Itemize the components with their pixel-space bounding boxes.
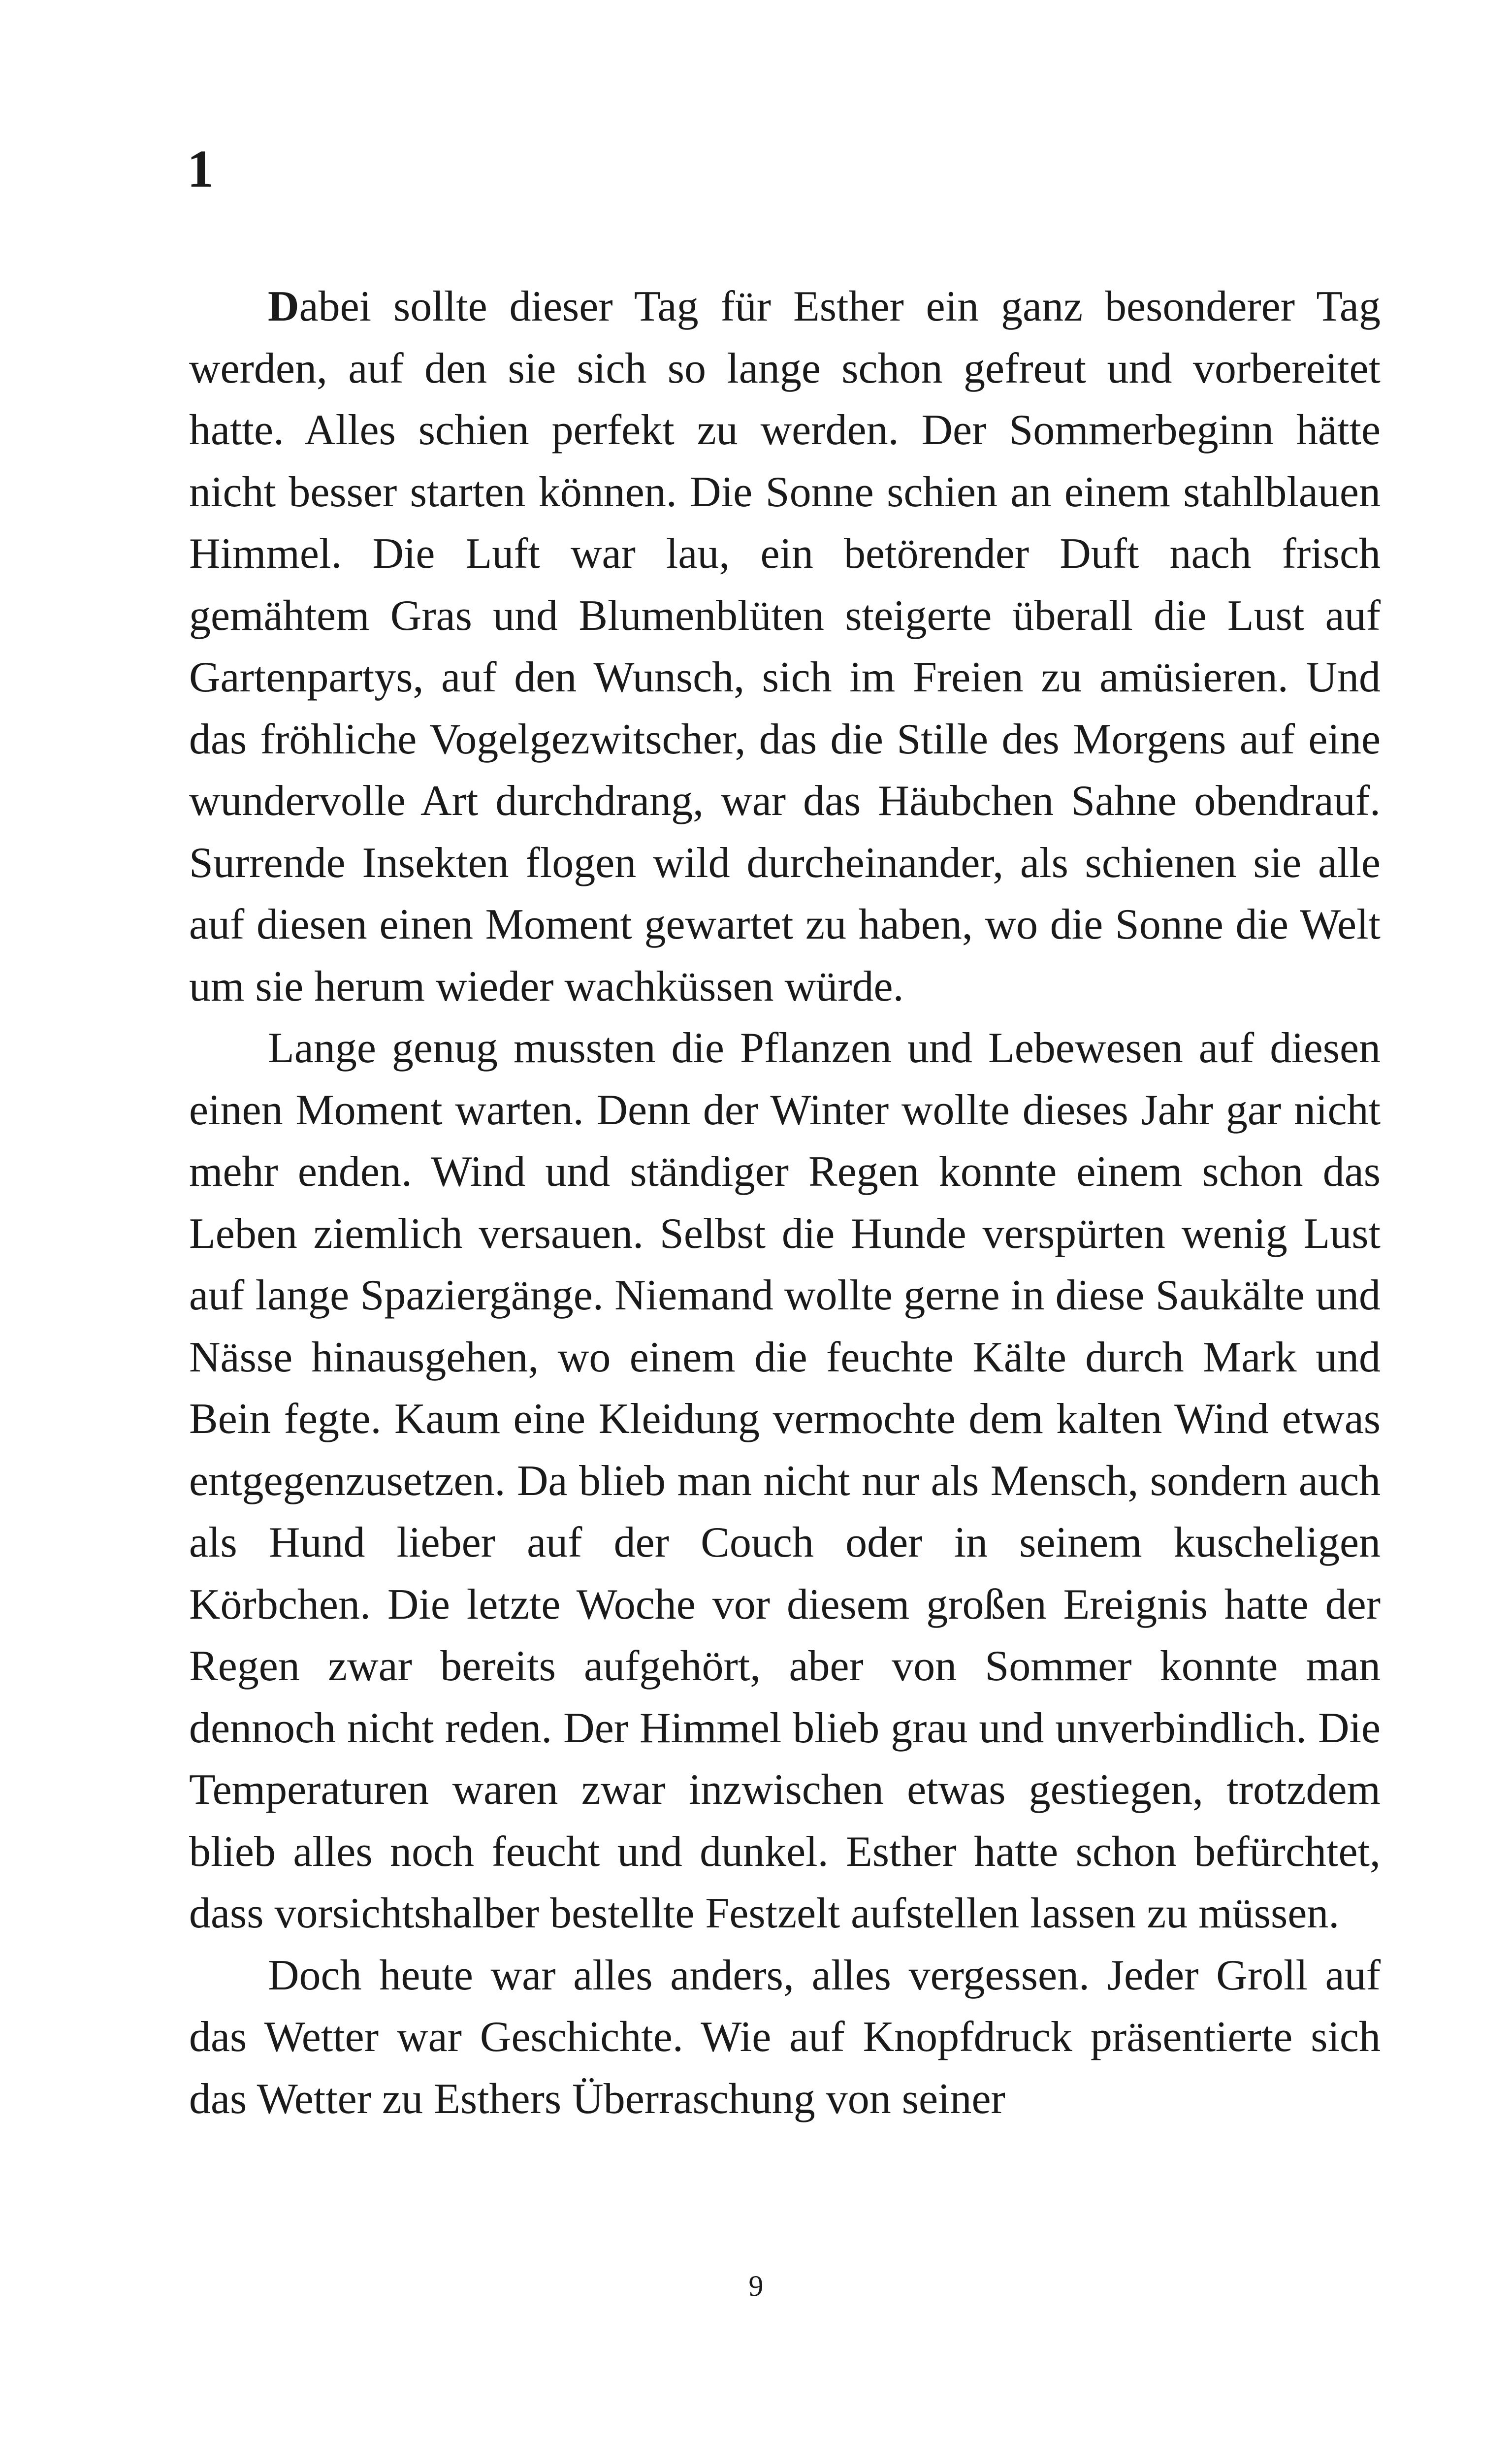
paragraph-3: Doch heute war alles anders, alles vergessen. Jeder Groll auf das Wetter war Geschichte. Wie auf Knopfdruck präsentierte sich das Wetter zu Esthers Überraschung von seiner — [189, 1951, 1381, 2123]
paragraph-1-text: abei sollte dieser Tag für Esther ein ganz besonderer Tag werden, auf den sie sich so lange schon gefreut und vorbereitet hatte. Alles schien perfekt zu werden. Der Sommerbeginn hätte nicht besser starten können. Die Sonne schien an einem stahlblauen Himmel. Die Luft war lau, ein betörender Duft nach frisch gemähtem Gras und Blumenblüten steigerte überall die Lust auf Gartenpartys, auf den Wunsch, sich im Freien zu amüsieren. Und das fröhliche Vogelgezwitscher, das die Stille des Morgens auf eine wundervolle Art durchdrang, war das Häubchen Sahne obendrauf. Surrende Insekten flogen wild durcheinander, als schienen sie alle auf diesen einen Moment gewartet zu haben, wo die Sonne die Welt um sie herum wieder wachküssen würde. — [189, 283, 1381, 1010]
paragraph-1 — [189, 276, 1381, 1017]
paragraph-initial-letter: D — [268, 283, 299, 330]
chapter-body — [189, 276, 1381, 2130]
chapter-number: 1 — [187, 140, 214, 198]
paragraph-2: Lange genug mussten die Pflanzen und Lebewesen auf diesen einen Moment warten. Denn der Winter wollte dieses Jahr gar nicht mehr enden. Wind und ständiger Regen konnte einem schon das Leben ziemlich versauen. Selbst die Hunde verspürten wenig Lust auf lange Spaziergänge. Niemand wollte gerne in diese Saukälte und Nässe hinausgehen, wo einem die feuchte Kälte durch Mark und Bein fegte. Kaum eine Kleidung vermochte dem kalten Wind etwas entgegenzusetzen. Da blieb man nicht nur als Mensch, sondern auch als Hund lieber auf der Couch oder in seinem kuscheligen Körbchen. Die letzte Woche vor diesem großen Ereignis hatte der Regen zwar bereits aufgehört, aber von Sommer konnte man dennoch nicht reden. Der Himmel blieb grau und unverbindlich. Die Temperaturen waren zwar inzwischen etwas gestiegen, trotzdem blieb alles noch feucht und dunkel. Esther hatte schon befürchtet, dass vorsichtshalber bestellte Festzelt aufstellen lassen zu müssen. — [189, 1024, 1381, 1937]
page-number: 9 — [748, 2270, 764, 2302]
